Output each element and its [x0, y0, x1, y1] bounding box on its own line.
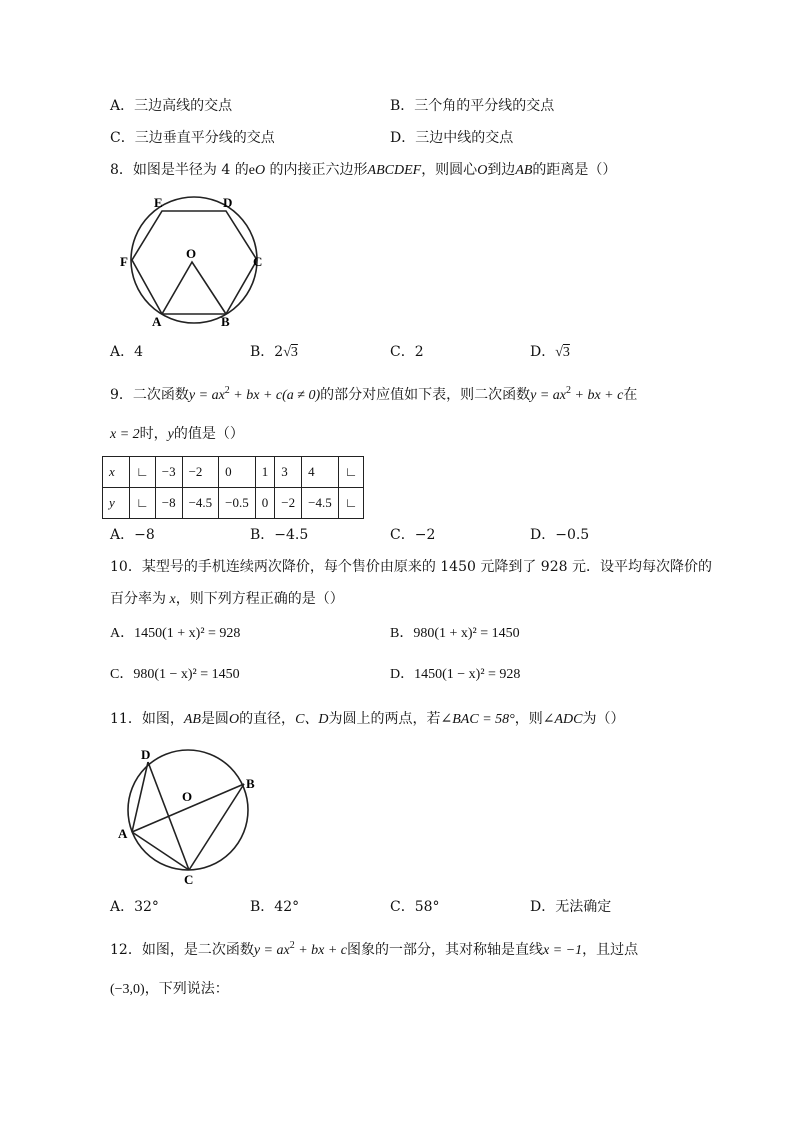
- q11-chord-ac: [132, 832, 189, 870]
- q11-label-d: D: [141, 747, 151, 762]
- q7-option-b: B．三个角的平分线的交点: [390, 98, 555, 114]
- table-cell: 0: [219, 457, 256, 488]
- q8-hexagon-figure: [112, 192, 277, 332]
- q9-eq2-sup: 2: [566, 385, 572, 396]
- q12-eq-part2: + bx + c: [294, 943, 348, 958]
- q9-number: 9．: [110, 387, 133, 403]
- q12-text3: ，且过点: [582, 942, 639, 958]
- table-cell: 1: [255, 457, 275, 488]
- q7-option-d: D．三边中线的交点: [390, 130, 514, 146]
- q8-option-b: [250, 342, 298, 363]
- q9-option-a: A．−8: [110, 527, 155, 543]
- q8-option-a: A．4: [110, 344, 144, 360]
- q8-text1: 如图是半径为 4 的: [132, 162, 249, 178]
- table-cell: 4: [302, 457, 339, 488]
- q9-eq2-part1: y = ax: [530, 388, 567, 403]
- table-cell: ∟: [338, 488, 364, 519]
- q9-text3: 在: [623, 387, 638, 403]
- q8-number: 8．: [110, 162, 133, 178]
- q11-option-d: D．无法确定: [530, 899, 612, 915]
- q9-option-c: C．−2: [390, 527, 436, 543]
- q8-option-c: C．2: [390, 344, 424, 360]
- table-header-x: x: [103, 457, 130, 488]
- q9-eq-sup: 2: [224, 385, 230, 396]
- table-cell: ∟: [130, 488, 156, 519]
- q8-label-o: O: [186, 246, 197, 261]
- q10-line2-a: 百分率为: [110, 591, 166, 607]
- q8-triangle-oab: [162, 262, 226, 314]
- q11-angle-adc: ∠ADC: [542, 712, 583, 727]
- q9-line2-end: 的值是（）: [173, 426, 244, 442]
- q11-ab: AB: [183, 712, 201, 727]
- q11-circle-figure: [112, 744, 262, 886]
- q8-option-d-radicand: 3: [562, 345, 570, 360]
- q8-label-f: F: [120, 254, 128, 269]
- q11-number: 11．: [110, 711, 142, 727]
- q11-label-o: O: [182, 789, 193, 804]
- q9-eq2-part2: + bx + c: [571, 388, 624, 403]
- q12-line2-text: ，下列说法：: [144, 981, 229, 997]
- q11-text4: 为圆上的两点，若: [328, 711, 441, 727]
- q8-option-b-radicand: 3: [290, 345, 298, 360]
- q12-number: 12．: [110, 942, 142, 958]
- q8-circle-o: O: [254, 163, 266, 178]
- q11-label-b: B: [246, 776, 255, 791]
- q8-label-c: C: [253, 254, 263, 269]
- q8-text4: ，则圆心: [421, 162, 478, 178]
- q12-point: (−3,0): [110, 982, 145, 997]
- q9-eq-part1: y = ax: [188, 388, 225, 403]
- table-row: [103, 488, 364, 519]
- q7-option-a: A．三边高线的交点: [110, 98, 233, 114]
- q10-option-b: B．980(1 + x)² = 1450: [390, 626, 520, 641]
- table-header-y: y: [103, 488, 130, 519]
- q12-eq-sup: 2: [289, 940, 295, 951]
- table-row: [103, 457, 364, 488]
- q9-question-line2: [110, 424, 244, 445]
- q8-hexagon: [132, 211, 257, 314]
- q9-question-line1: [110, 381, 637, 406]
- q8-option-d-prefix: D．: [530, 344, 556, 360]
- q8-text5: 到边: [487, 162, 516, 178]
- q7-option-c: C．三边垂直平分线的交点: [110, 130, 275, 146]
- q8-text3: 的内接正六边形: [265, 162, 368, 178]
- q10-option-c: C．980(1 − x)² = 1450: [110, 667, 240, 682]
- q12-axis: x = −1: [543, 943, 583, 958]
- q8-edge-ab: AB: [515, 163, 533, 178]
- q11-text3: 的直径，: [239, 711, 296, 727]
- table-cell: 0: [255, 488, 275, 519]
- q8-label-e: E: [154, 195, 163, 210]
- q9-y: y: [167, 427, 174, 442]
- table-cell: −2: [275, 488, 302, 519]
- q8-hexagon-name: ABCDEF: [367, 163, 422, 178]
- q8-label-b: B: [221, 314, 230, 329]
- q10-option-a: A．1450(1 + x)² = 928: [110, 626, 241, 641]
- q11-chord-cb: [189, 784, 244, 870]
- q11-option-b: B．42°: [250, 899, 300, 915]
- q11-option-a: A．32°: [110, 899, 159, 915]
- q12-question-line2: [110, 979, 229, 1000]
- q11-o: O: [228, 712, 240, 727]
- q11-chord-dc: [148, 762, 189, 870]
- q11-angle-bac: ∠BAC = 58°: [440, 712, 515, 727]
- q11-label-c: C: [184, 872, 194, 886]
- q11-label-a: A: [118, 826, 128, 841]
- q10-question-line1: 10．某型号的手机连续两次降价，每个售价由原来的 1450 元降到了 928 元．设平均每次降价的: [110, 559, 712, 575]
- table-cell: −4.5: [182, 488, 219, 519]
- table-cell: −4.5: [302, 488, 339, 519]
- q8-center-o: O: [477, 163, 488, 178]
- q11-text1: 如图，: [141, 711, 184, 727]
- q8-label-a: A: [152, 314, 162, 329]
- q10-variable-x: x: [166, 592, 176, 607]
- table-cell: ∟: [338, 457, 364, 488]
- table-cell: ∟: [130, 457, 156, 488]
- q11-question: [110, 709, 624, 730]
- table-cell: 3: [275, 457, 302, 488]
- q8-option-d: [530, 342, 570, 363]
- q8-label-d: D: [223, 195, 233, 210]
- table-cell: −0.5: [219, 488, 256, 519]
- q11-text6: 为（）: [582, 711, 625, 727]
- q9-text1: 二次函数: [132, 387, 189, 403]
- q9-eq-part2: + bx + c: [229, 388, 283, 403]
- q12-eq-part1: y = ax: [253, 943, 290, 958]
- q9-value-table: [102, 456, 364, 519]
- q11-chord-ad: [132, 762, 148, 832]
- q8-circle-symbol: e: [248, 163, 255, 178]
- q9-text2: 的部分对应值如下表，则二次函数: [320, 387, 531, 403]
- q11-text2: 是圆: [200, 711, 229, 727]
- sqrt-icon: √: [555, 345, 563, 360]
- q10-question-line2: [110, 589, 344, 610]
- sqrt-icon: √: [283, 345, 291, 360]
- q10-option-d: D．1450(1 − x)² = 928: [390, 667, 521, 682]
- q12-question-line1: [110, 936, 638, 961]
- q9-x-eq: x = 2: [110, 427, 140, 442]
- table-cell: −3: [155, 457, 182, 488]
- q12-text1: 如图，是二次函数: [141, 942, 254, 958]
- q11-option-c: C．58°: [390, 899, 440, 915]
- q8-question: [110, 160, 616, 181]
- q10-line2-b: ，则下列方程正确的是（）: [175, 591, 344, 607]
- q12-text2: 图象的一部分，其对称轴是直线: [347, 942, 544, 958]
- q8-text6: 的距离是（）: [532, 162, 617, 178]
- q11-cd: C、D: [295, 712, 329, 727]
- q8-option-b-prefix: B．2: [250, 344, 284, 360]
- q9-condition: (a ≠ 0): [282, 388, 321, 403]
- q11-text5: ，则: [514, 711, 543, 727]
- q9-option-b: B．−4.5: [250, 527, 309, 543]
- q9-option-d: D．−0.5: [530, 527, 590, 543]
- q9-line2-text: 时，: [139, 426, 168, 442]
- table-cell: −8: [155, 488, 182, 519]
- table-cell: −2: [182, 457, 219, 488]
